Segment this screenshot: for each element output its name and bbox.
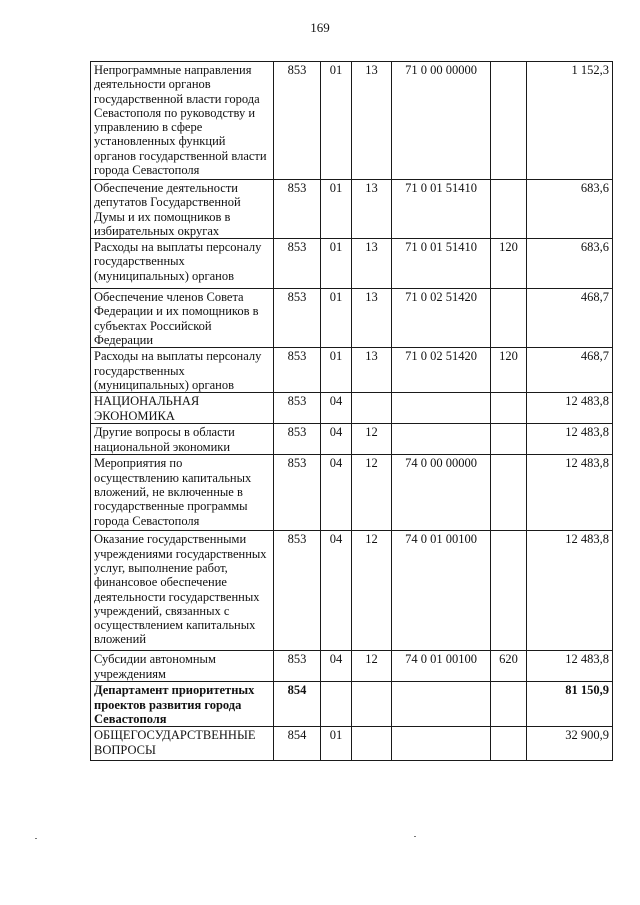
budget-table <box>90 61 613 761</box>
row-amount: 683,6 <box>527 239 613 289</box>
row-name: Непрограммные направления деятельности органов государственной власти города Севастополя по руководству и управлению в сфере установленных функций органов государственной власти города Севастополя <box>91 62 274 180</box>
row-vr <box>491 727 527 761</box>
row-rz <box>321 682 352 727</box>
row-csr: 74 0 00 00000 <box>392 455 491 531</box>
row-vr <box>491 393 527 424</box>
row-vr <box>491 289 527 348</box>
row-pr <box>352 393 392 424</box>
row-amount: 81 150,9 <box>527 682 613 727</box>
row-amount: 468,7 <box>527 348 613 393</box>
scan-speck <box>414 836 416 837</box>
row-pr: 12 <box>352 424 392 455</box>
row-name: НАЦИОНАЛЬНАЯ ЭКОНОМИКА <box>91 393 274 424</box>
row-vr: 120 <box>491 239 527 289</box>
row-amount: 12 483,8 <box>527 531 613 651</box>
row-pr <box>352 682 392 727</box>
table-row <box>91 455 613 531</box>
row-name: Обеспечение деятельности депутатов Государственной Думы и их помощников в избирательных округах <box>91 180 274 239</box>
table-row <box>91 289 613 348</box>
row-ved: 853 <box>274 289 321 348</box>
row-ved: 853 <box>274 180 321 239</box>
row-vr: 620 <box>491 651 527 682</box>
scan-speck <box>35 838 37 839</box>
row-pr: 13 <box>352 239 392 289</box>
table-row <box>91 62 613 180</box>
row-amount: 12 483,8 <box>527 424 613 455</box>
row-amount: 12 483,8 <box>527 651 613 682</box>
row-csr: 71 0 01 51410 <box>392 180 491 239</box>
row-csr <box>392 424 491 455</box>
row-ved: 853 <box>274 393 321 424</box>
row-csr: 71 0 02 51420 <box>392 348 491 393</box>
row-pr: 12 <box>352 531 392 651</box>
row-rz: 01 <box>321 62 352 180</box>
row-ved: 853 <box>274 348 321 393</box>
row-ved: 854 <box>274 727 321 761</box>
row-csr: 71 0 01 51410 <box>392 239 491 289</box>
page-number: 169 <box>310 20 330 35</box>
row-amount: 32 900,9 <box>527 727 613 761</box>
row-pr: 13 <box>352 348 392 393</box>
row-rz: 04 <box>321 455 352 531</box>
table-row <box>91 531 613 651</box>
row-csr: 71 0 00 00000 <box>392 62 491 180</box>
row-rz: 01 <box>321 239 352 289</box>
row-ved: 854 <box>274 682 321 727</box>
row-name: Расходы на выплаты персоналу государственных (муниципальных) органов <box>91 348 274 393</box>
row-ved: 853 <box>274 424 321 455</box>
row-amount: 683,6 <box>527 180 613 239</box>
table-row <box>91 348 613 393</box>
row-amount: 1 152,3 <box>527 62 613 180</box>
budget-table-body <box>91 62 613 761</box>
row-amount: 12 483,8 <box>527 455 613 531</box>
table-row <box>91 682 613 727</box>
row-name: Департамент приоритетных проектов развития города Севастополя <box>91 682 274 727</box>
row-vr <box>491 531 527 651</box>
row-pr: 12 <box>352 651 392 682</box>
row-amount: 12 483,8 <box>527 393 613 424</box>
row-name: Другие вопросы в области национальной экономики <box>91 424 274 455</box>
row-rz: 01 <box>321 348 352 393</box>
row-ved: 853 <box>274 239 321 289</box>
row-vr <box>491 62 527 180</box>
row-csr: 74 0 01 00100 <box>392 531 491 651</box>
row-ved: 853 <box>274 651 321 682</box>
row-name: ОБЩЕГОСУДАРСТВЕННЫЕ ВОПРОСЫ <box>91 727 274 761</box>
row-csr <box>392 727 491 761</box>
row-csr <box>392 682 491 727</box>
row-ved: 853 <box>274 531 321 651</box>
row-csr: 71 0 02 51420 <box>392 289 491 348</box>
row-name: Субсидии автономным учреждениям <box>91 651 274 682</box>
row-pr: 13 <box>352 289 392 348</box>
row-rz: 04 <box>321 424 352 455</box>
row-rz: 01 <box>321 289 352 348</box>
row-pr: 13 <box>352 180 392 239</box>
row-vr: 120 <box>491 348 527 393</box>
table-row <box>91 180 613 239</box>
row-vr <box>491 455 527 531</box>
row-amount: 468,7 <box>527 289 613 348</box>
row-csr: 74 0 01 00100 <box>392 651 491 682</box>
row-vr <box>491 682 527 727</box>
row-rz: 01 <box>321 727 352 761</box>
row-name: Расходы на выплаты персоналу государственных (муниципальных) органов <box>91 239 274 289</box>
row-name: Оказание государственными учреждениями государственных услуг, выполнение работ, финансовое обеспечение деятельности государственных учреждений, связанных с осуществлением капитальных вложений <box>91 531 274 651</box>
row-name: Обеспечение членов Совета Федерации и их помощников в субъектах Российской Федерации <box>91 289 274 348</box>
row-rz: 01 <box>321 180 352 239</box>
row-rz: 04 <box>321 651 352 682</box>
row-csr <box>392 393 491 424</box>
row-ved: 853 <box>274 62 321 180</box>
table-row <box>91 239 613 289</box>
table-row <box>91 651 613 682</box>
table-row <box>91 424 613 455</box>
row-vr <box>491 424 527 455</box>
row-pr: 13 <box>352 62 392 180</box>
row-vr <box>491 180 527 239</box>
row-name: Мероприятия по осуществлению капитальных вложений, не включенные в государственные программы города Севастополя <box>91 455 274 531</box>
row-rz: 04 <box>321 393 352 424</box>
row-rz: 04 <box>321 531 352 651</box>
row-pr <box>352 727 392 761</box>
table-row <box>91 393 613 424</box>
row-pr: 12 <box>352 455 392 531</box>
table-row <box>91 727 613 761</box>
row-ved: 853 <box>274 455 321 531</box>
